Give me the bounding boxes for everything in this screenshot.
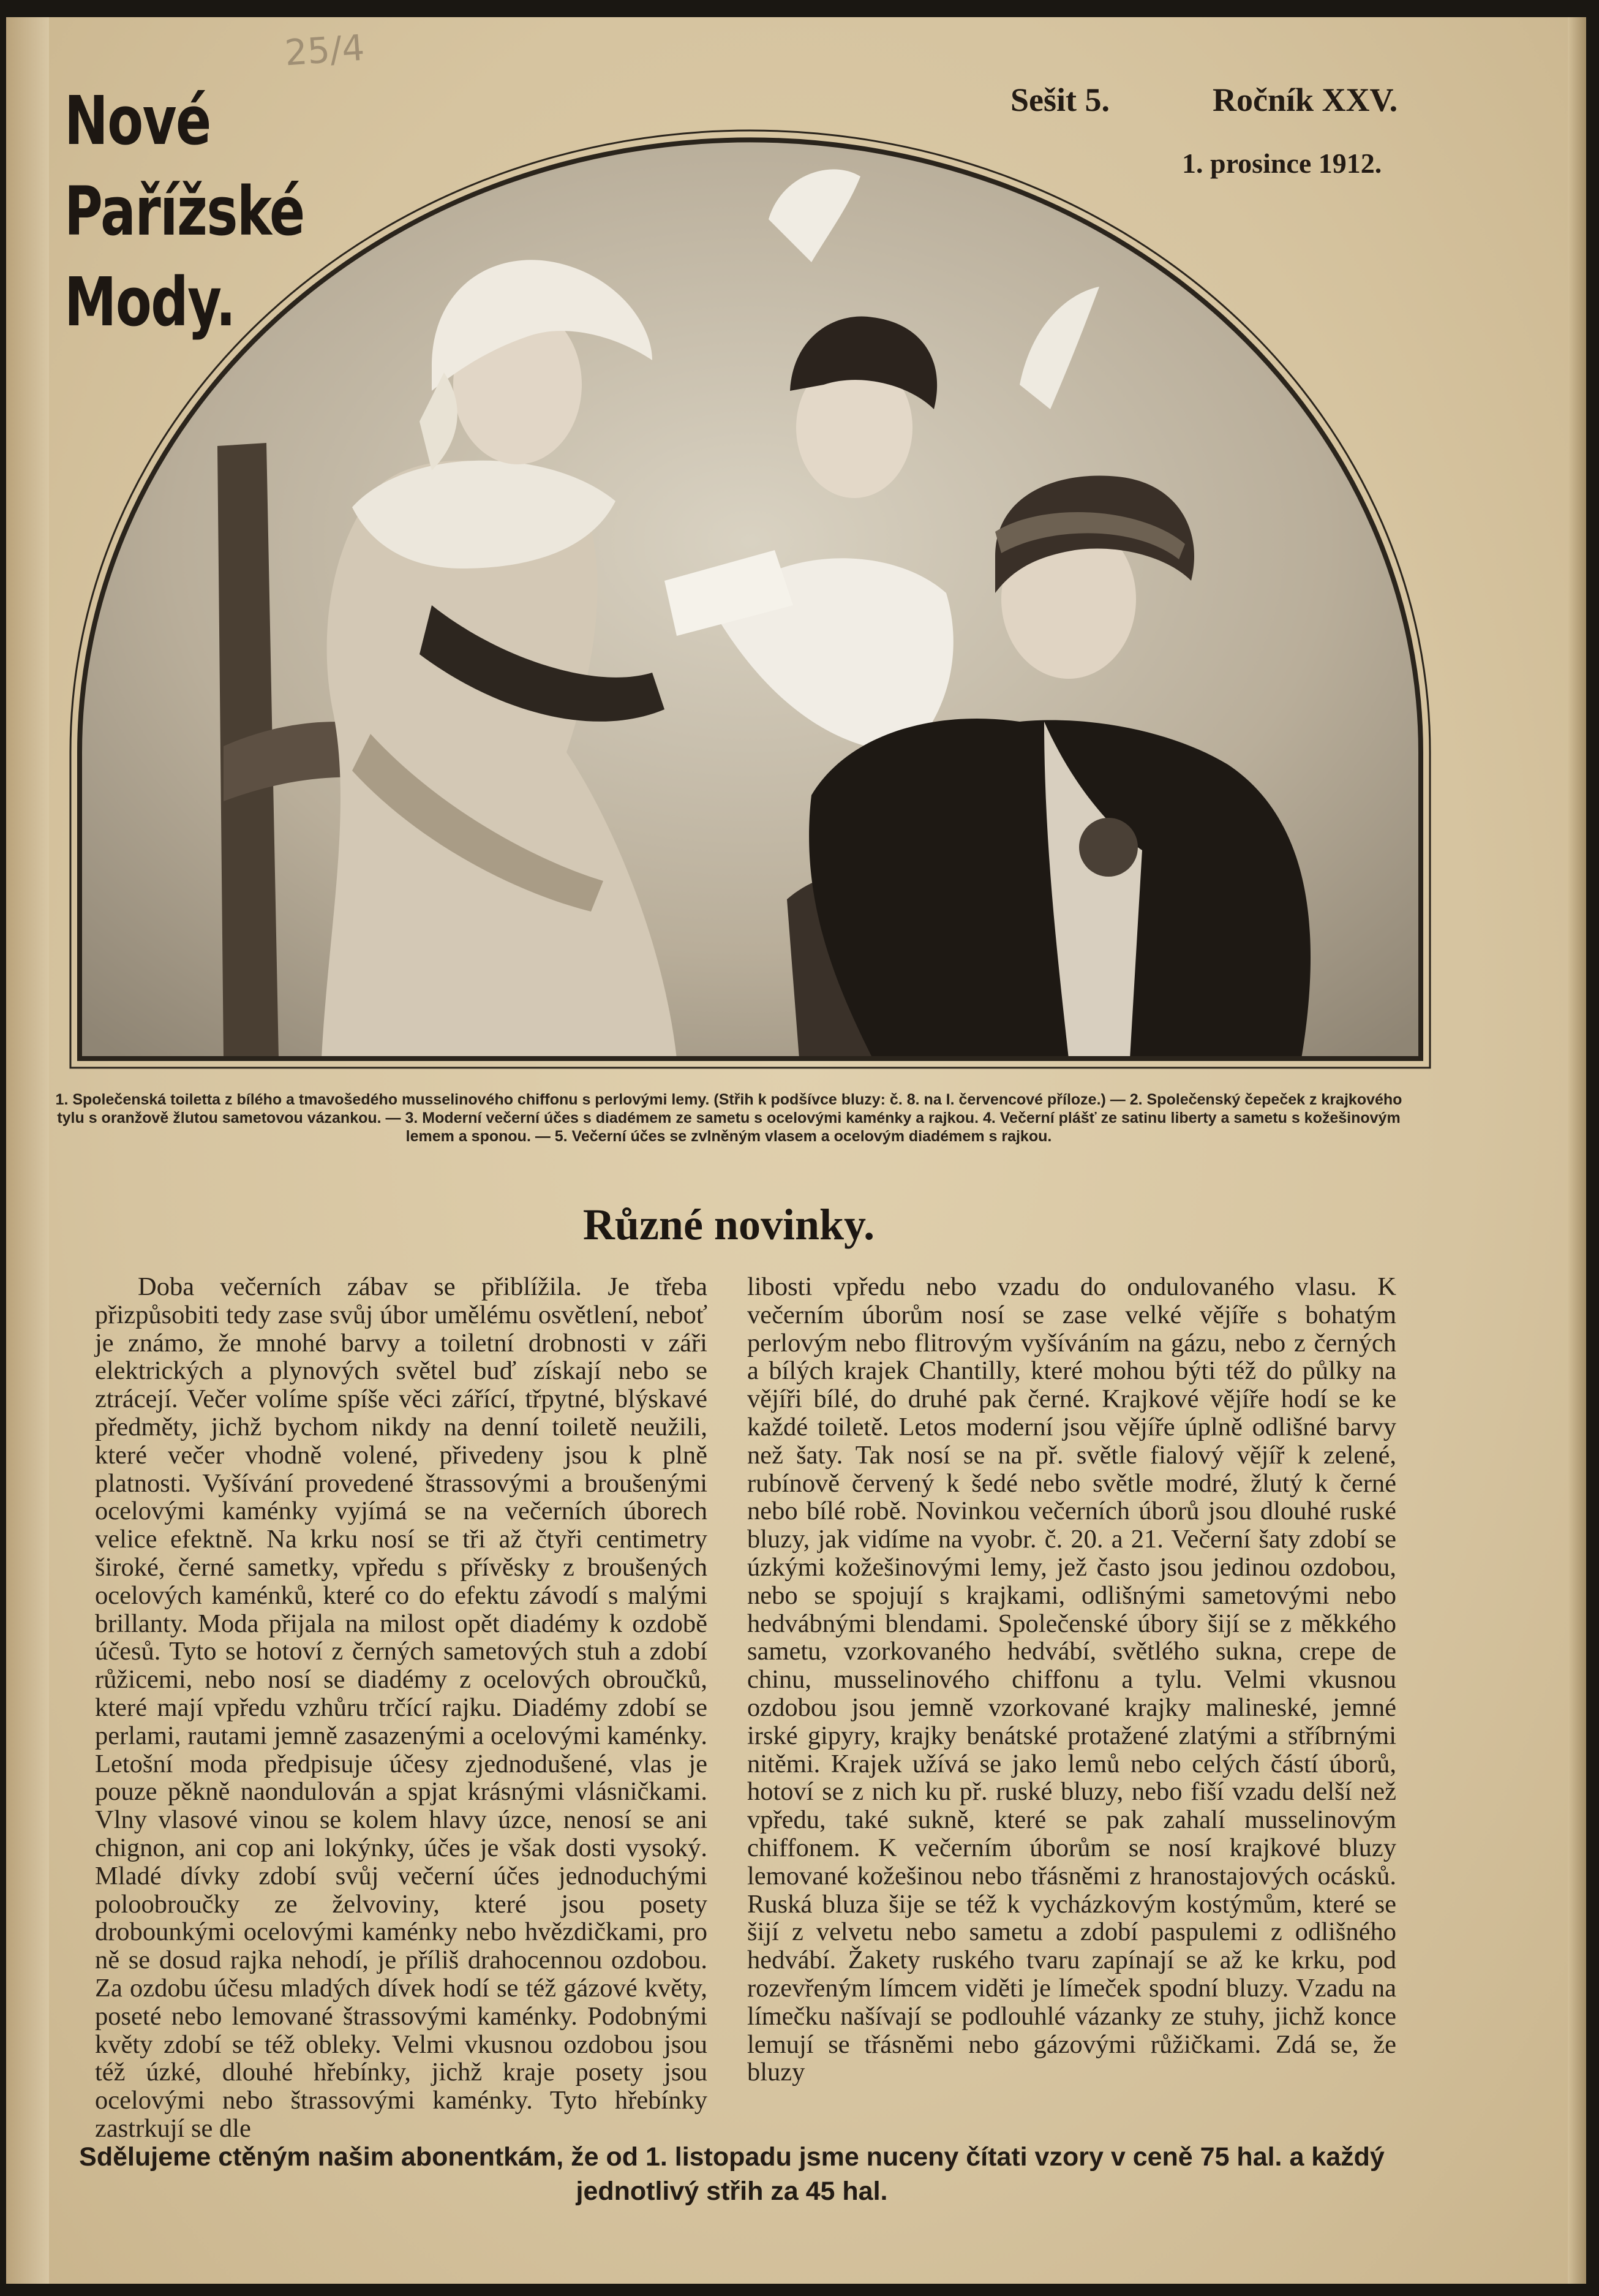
notice-line-2: jednotlivý střih za 45 hal. [576,2177,888,2206]
issue-number: Sešit 5. [1010,81,1110,118]
article-paragraph: Doba večerních zábav se přiblížila. Je třeba přizpůsobiti tedy zase svůj úbor umělému osvětlení, neboť je známo, že mnohé barvy a toiletní drobnosti v záři elektrických a plynových světel buď získají nebo se ztrácejí. Večer volíme spíše věci zářící, třpytné, blýskavé předměty, jichž bychom nikdy na denní toiletě neužili, které večer vhodně volené, přivedeny jsou k plně platnosti. Vyšívání provedené štrassovými a broušenými ocelovými kaménky vyjímá se na večerních úborech velice efektně. Na krku nosí se tři až čtyři centimetry široké, černé sametky, vpředu s přívěsky z broušených ocelových kaménků, které co do efektu závodí s malými brillanty. Moda přijala na milost opět diadémy k ozdobě účesů. Tyto se hotoví z černých sametových stuh a zdobí růžicemi, nebo nosí se diadémy z ocelových obroučků, které mají vpředu vzhůru trčící rajku. Diadémy zdobí se perlami, rautami jemně zasazenými a ocelovými kaménky. Letošní moda předpisuje účesy zjednodušené, vlas je pouze pěkně naondulován a spjat krásnými vlásničkami. Vlny vlasové vinou se kolem hlavy úzce, nenosí se ani chignon, ani cop ani lokýnky, účes je však dosti vysoký. Mladé dívky zdobí svůj večerní účes jednoduchými poloobroučky ze želvoviny, které jsou posety drobounkými ocelovými kaménky nebo hvězdičkami, pro ně se dosud rajka nehodí, je příliš drahocennou ozdobou. Za ozdobu účesu mladých dívek hodí se též gázové květy, poseté nebo lemované štrassovými kaménky. Podobnými květy zdobí se též obleky. Velmi vkusnou ozdobou jsou též úzké, dlouhé hřebínky, jichž kraje posety jsou ocelovými nebo štrassovými kaménky. Tyto hřebínky zastrkují se dle [95,1272,707,2143]
notice-line-1: Sdělujeme ctěným našim abonentkám, že od 1. listopadu jsme nuceny čítati vzory v ceně 75 hal. a každý [79,2142,1385,2172]
fashion-illustration [64,103,1436,1077]
magazine-page [6,17,1586,2284]
volume-number: Ročník XXV. [1213,81,1398,118]
page-edge-shadow [1568,17,1586,2284]
handwritten-pencil-mark: 25/4 [283,26,366,74]
masthead-line-1: Nové Pařížské [64,81,304,251]
article-column-left [95,1273,707,2143]
illustration-caption: 1. Společenská toiletta z bílého a tmavošedého musselinového chiffonu s perlovými lemy. (Střih k podšívce bluzy: č. 8. na I. červencové příloze.) — 2. Společenský čepeček z krajkového tylu s oranžově žlutou sametovou vázankou. — 3. Moderní večerní účes s diadémem ze sametu s ocelovými kaménky a rajkou. 4. Večerní plášť ze satinu liberty a sametu s kožešinovým lemem a sponou. — 5. Večerní účes se zvlněným vlasem a ocelovým diadémem s rajkou. [55,1091,1402,1145]
article-paragraph: libosti vpředu nebo vzadu do ondulovaného vlasu. K večerním úborům nosí se zase velké vějíře s bohatým perlovým nebo flitrovým vyšíváním na gázu, nebo z černých a bílých krajek Chantilly, které mohou býti též do půlky na vějíři bílé, do druhé pak černé. Krajkové vějíře hodí se ke každé toiletě. Letos moderní jsou vějíře úplně odlišné barvy než šaty. Tak nosí se na př. světle fialový vějíř k zelené, rubínově červený k šedé nebo světle modré, žlutý k černé nebo bílé robě. Novinkou večerních úborů jsou dlouhé ruské bluzy, jak vidíme na vyobr. č. 20. a 21. Večerní šaty zdobí se úzkými kožešinovými lemy, jež často jsou jedinou ozdobou, nebo se spojují s krajkami, odlišnými sametovými nebo hedvábnými blendami. Společenské úbory šijí se z měkkého sametu, vzorkovaného hedvábí, světlého sukna, crepe de chinu, musselinového chiffonu a tylu. Velmi vkusnou ozdobou jsou jemně vzorkované krajky malineské, jemné irské gipyry, krajky benátské protažené zlatými a stříbrnými nitěmi. Krajek užívá se jako lemů nebo celých částí úborů, hotoví se z nich ku př. ruské bluzy, nebo fiší vzadu delší než vpředu, také sukně, které se pak zahalí musselinovým chiffonem. K večerním úborům se nosí krajkové bluzy lemované kožešinou nebo třásněmi z hranostajových ocásků. Ruská bluza šije se též k vycházkovým kostýmům, které se šijí z velvetu nebo sametu a zdobí paspulemi z odlišného hedvábí. Žakety ruského tvaru zapínají se až ke krku, pod rozevřeným límcem viděti je límeček spodní bluzy. Vzadu na límečku našívají se podlouhlé vázanky ze stuhy, jichž konce lemují se třásněmi nebo gázovými růžičkami. Zdá se, že bluzy [747,1272,1396,2087]
page-binding-shadow [6,17,49,2284]
masthead-line-2: Mody. [64,263,235,341]
article-title: Různé novinky. [582,1200,875,1249]
issue-date: 1. prosince 1912. [1182,148,1382,179]
subscriber-notice [49,2140,1415,2208]
article-column-right [747,1273,1396,2086]
